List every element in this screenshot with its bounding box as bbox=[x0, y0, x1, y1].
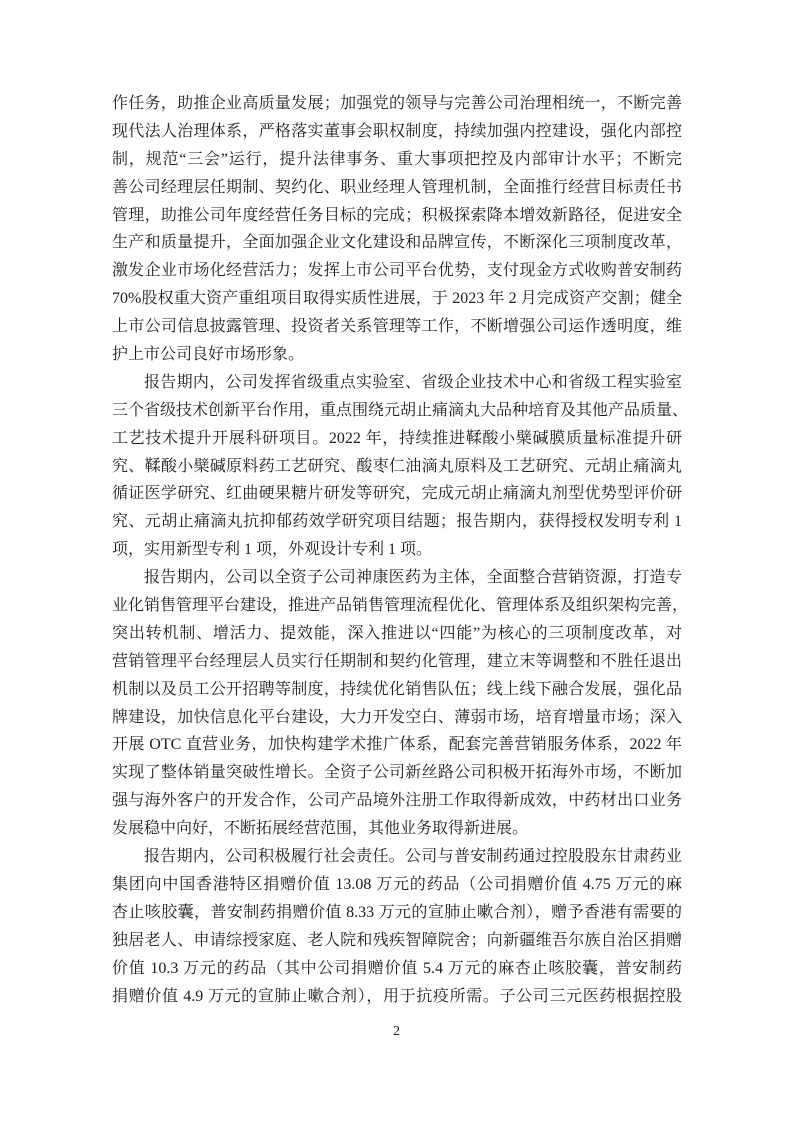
page-number: 2 bbox=[393, 1024, 400, 1039]
text-line: 护上市公司良好市场形象。 bbox=[112, 346, 305, 364]
text-line: 牌建设，加快信息化平台建设，大力开发空白、薄弱市场，培育增量市场；深入 bbox=[112, 708, 682, 726]
text-line: 现代法人治理体系，严格落实董事会职权制度，持续加强内控建设，强化内部控 bbox=[112, 122, 682, 140]
text-line: 生产和质量提升，全面加强企业文化建设和品牌宣传，不断深化三项制度改革， bbox=[112, 234, 682, 252]
text-line: 营销管理平台经理层人员实行任期制和契约化管理，建立末等调整和不胜任退出 bbox=[112, 652, 682, 670]
text-line: 管理，助推公司年度经营任务目标的完成；积极探索降本增效新路径，促进安全 bbox=[112, 206, 682, 224]
text-line: 业化销售管理平台建设，推进产品销售管理流程优化、管理体系及组织架构完善， bbox=[112, 597, 689, 615]
text-line: 善公司经理层任期制、契约化、职业经理人管理机制，全面推行经营目标责任书 bbox=[112, 178, 682, 196]
paragraph bbox=[112, 843, 682, 1010]
document-body bbox=[112, 90, 689, 1010]
text-line: 实现了整体销量突破性增长。全资子公司新丝路公司积极开拓海外市场，不断加 bbox=[112, 764, 682, 782]
text-line: 捐赠价值 4.9 万元的宣肺止嗽合剂），用于抗疫所需。子公司三元医药根据控股 bbox=[112, 987, 682, 1005]
text-line: 强与海外客户的开发合作，公司产品境外注册工作取得新成效，中药材出口业务 bbox=[112, 792, 682, 810]
text-line: 项，实用新型专利 1 项，外观设计专利 1 项。 bbox=[112, 541, 433, 559]
text-line: 独居老人、申请综授家庭、老人院和残疾智障院舍；向新疆维吾尔族自治区捐赠 bbox=[112, 931, 682, 949]
paragraph bbox=[112, 369, 689, 564]
paragraph bbox=[112, 90, 682, 369]
text-line: 报告期内，公司发挥省级重点实验室、省级企业技术中心和省级工程实验室 bbox=[144, 373, 682, 391]
text-line: 上市公司信息披露管理、投资者关系管理等工作，不断增强公司运作透明度，维 bbox=[112, 318, 682, 336]
text-line: 三个省级技术创新平台作用，重点围绕元胡止痛滴丸大品种培育及其他产品质量、 bbox=[112, 401, 689, 419]
text-line: 循证医学研究、红曲硬果糖片研发等研究，完成元胡止痛滴丸剂型优势型评价研 bbox=[112, 485, 682, 503]
paragraph bbox=[112, 564, 689, 843]
text-line: 集团向中国香港特区捐赠价值 13.08 万元的药品（公司捐赠价值 4.75 万元的麻 bbox=[112, 875, 682, 893]
text-line: 工艺技术提升开展科研项目。2022 年，持续推进鞣酸小檗碱膜质量标准提升研 bbox=[112, 429, 682, 447]
text-line: 究、元胡止痛滴丸抗抑郁药效学研究项目结题；报告期内，获得授权发明专利 1 bbox=[112, 513, 682, 531]
text-line: 杏止咳胶囊，普安制药捐赠价值 8.33 万元的宣肺止嗽合剂），赠予香港有需要的 bbox=[112, 903, 682, 921]
text-line: 价值 10.3 万元的药品（其中公司捐赠价值 5.4 万元的麻杏止咳胶囊，普安制药 bbox=[112, 959, 682, 977]
text-line: 激发企业市场化经营活力；发挥上市公司平台优势，支付现金方式收购普安制药 bbox=[112, 262, 682, 280]
text-line: 报告期内，公司积极履行社会责任。公司与普安制药通过控股股东甘肃药业 bbox=[144, 848, 682, 866]
text-line: 机制以及员工公开招聘等制度，持续优化销售队伍；线上线下融合发展，强化品 bbox=[112, 680, 682, 698]
text-line: 发展稳中向好，不断拓展经营范围，其他业务取得新进展。 bbox=[112, 820, 529, 838]
text-line: 究、鞣酸小檗碱原料药工艺研究、酸枣仁油滴丸原料及工艺研究、元胡止痛滴丸 bbox=[112, 457, 682, 475]
text-line: 突出转机制、增活力、提效能，深入推进以“四能”为核心的三项制度改革，对 bbox=[112, 624, 682, 642]
text-line: 报告期内，公司以全资子公司神康医药为主体，全面整合营销资源，打造专 bbox=[144, 569, 682, 587]
text-line: 作任务，助推企业高质量发展；加强党的领导与完善公司治理相统一，不断完善 bbox=[112, 95, 682, 112]
text-line: 70%股权重大资产重组项目取得实质性进展，于 2023 年 2 月完成资产交割；健全 bbox=[112, 290, 682, 308]
text-line: 制，规范“三会”运行，提升法律事务、重大事项把控及内部审计水平；不断完 bbox=[112, 150, 682, 168]
text-line: 开展 OTC 直营业务，加快构建学术推广体系，配套完善营销服务体系，2022 年 bbox=[112, 736, 682, 754]
